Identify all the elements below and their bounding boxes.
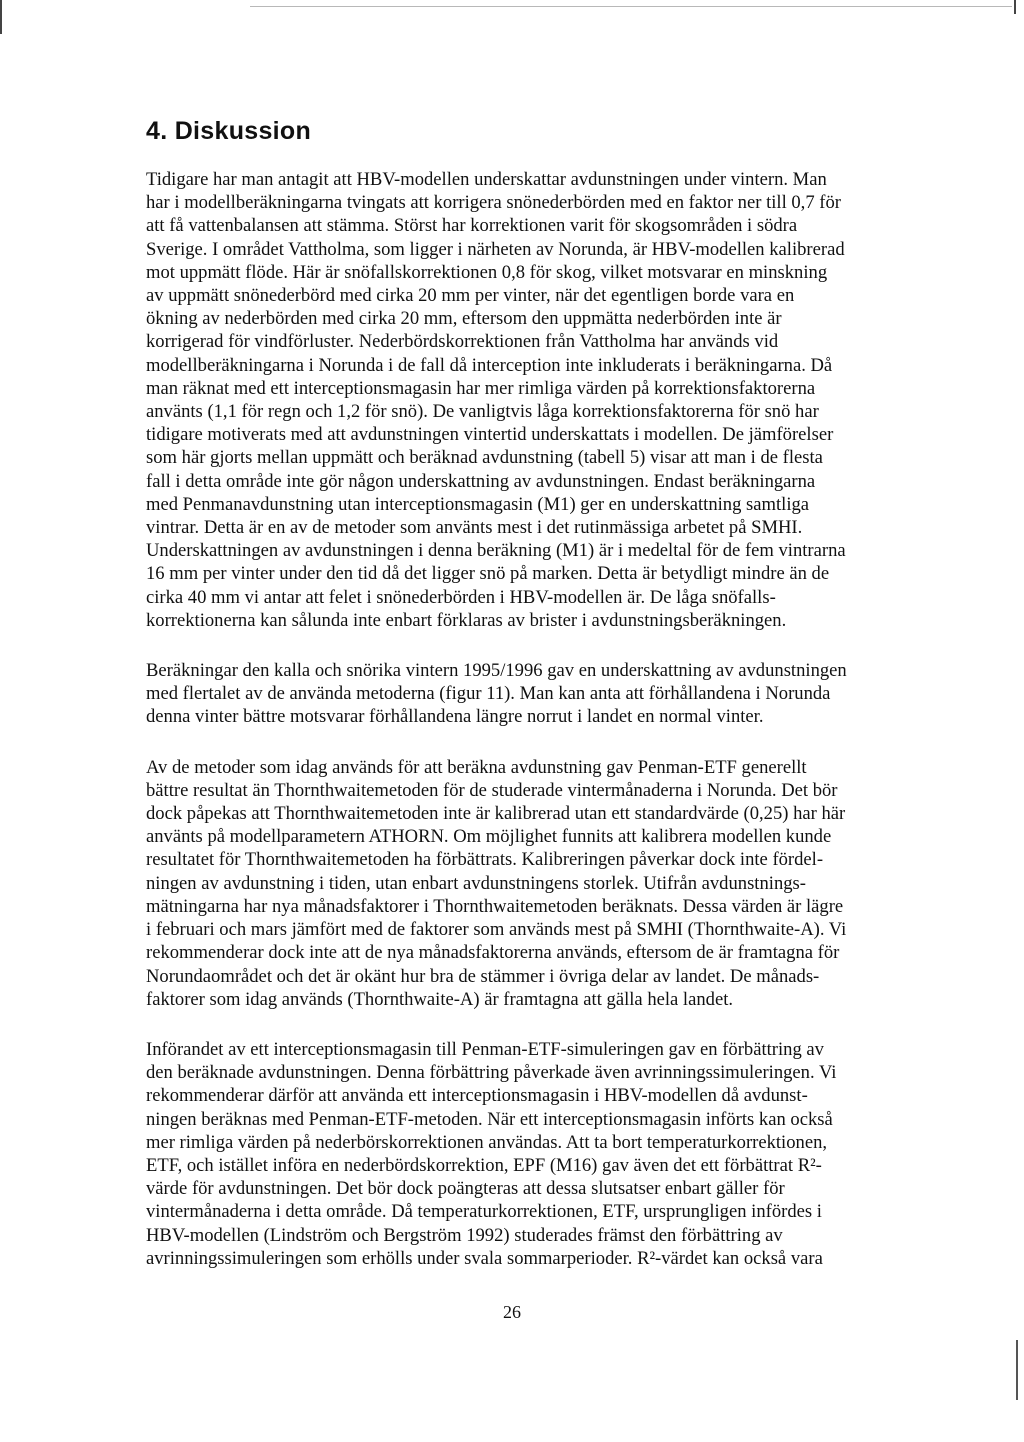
scan-edge-mark-bottom-right — [1016, 1340, 1018, 1400]
paragraph: Tidigare har man antagit att HBV-modellen underskattar avdunstningen under vintern. Man har i modellberäkningarna tvingats att korrigera snönederbörden med en faktor ner till 0,7 för att få vattenbalansen att stämma. Störst har korrektionen varit för skogsområden i södra Sverige. I området Vattholma, som ligger i närheten av Norunda, är HBV-modellen kalibrerad mot uppmätt flöde. Här är snöfallskorrektionen 0,8 för skog, vilket motsvarar en minskning av uppmätt snönederbörd med cirka 20 mm per vinter, när det egentligen borde vara en ökning av nederbörden med cirka 20 mm, eftersom den uppmätta nederbörden inte är korrigerad för vindförluster. Nederbördskorrektionen från Vattholma har används vid modellberäkningarna i Norunda i de fall då interception inte inkluderats i beräkningarna. Då man räknat med ett interceptionsmagasin har mer rimliga värden på korrektionsfaktorerna använts (1,1 för regn och 1,2 för snö). De vanligtvis låga korrektionsfaktorerna för snö har tidigare motiverats med att avdunstningen vintertid underskattats i modellen. De jämförelser som här gjorts mellan uppmätt och beräknad avdunstning (tabell 5) visar att man i de flesta fall i detta område inte gör någon underskattning av avdunstningen. Endast beräkningarna med Penmanavdunstning utan interceptionsmagasin (M1) ger en underskattning samtliga vintrar. Detta är en av de metoder som använts mest i det rutinmässiga arbetet på SMHI. Underskattningen av avdunstningen i denna beräkning (M1) är i medeltal för de fem vintrarna 16 mm per vinter under den tid då det ligger snö på marken. Detta är betydligt mindre än de cirka 40 mm vi antar att felet i snönederbörden i HBV-modellen är. De låga snöfalls- korrektionerna kan sålunda inte enbart förklaras av brister i avdunstningsberäkningen. — [146, 169, 846, 631]
page-number: 26 — [503, 1302, 521, 1322]
paragraph: Av de metoder som idag används för att beräkna avdunstning gav Penman-ETF generellt bättre resultat än Thornthwaitemetoden för de studerade vintermånaderna i Norunda. Det bör dock påpekas att Thornthwaitemetoden inte är kalibrerad utan ett standardvärde (0,25) har här använts på modellparametern ATHORN. Om möjlighet funnits att kalibrera modellen kunde resultatet för Thornthwaitemetoden ha förbättrats. Kalibreringen påverkar dock inte fördel- ningen av avdunstning i tiden, utan enbart avdunstningens storlek. Utifrån avdunstnings- mätningarna har nya månadsfaktorer i Thornthwaitemetoden beräknats. Dessa värden är lägre i februari och mars jämfört med de faktorer som används mest på SMHI (Thornthwaite-A). Vi rekommenderar dock inte att de nya månadsfaktorerna används, eftersom de är framtagna för Norundaområdet och det är okänt hur bra de stämmer i övriga delar av landet. De månads- faktorer som idag används (Thornthwaite-A) är framtagna att gälla hela landet. — [146, 756, 847, 1010]
scan-edge-mark-right — [1014, 0, 1016, 14]
paragraph: Införandet av ett interceptionsmagasin till Penman-ETF-simuleringen gav en förbättring av den beräknade avdunstningen. Denna förbättring påverkade även avrinningssimuleringen. Vi rekommenderar därför att använda ett interceptionsmagasin i HBV-modellen då avdunst- ningen beräknas med Penman-ETF-metoden. När ett interceptionsmagasin införts kan också mer rimliga värden på nederbörskorrektionen användas. Att ta bort temperaturkorrektionen, ETF, och istället införa en nederbördskorrektion, EPF (M16) gav även det ett förbättrat R²- värde för avdunstningen. Det bör dock poängteras att dessa slutsatser enbart gäller för vintermånaderna i detta område. Då temperaturkorrektionen, ETF, ursprungligen infördes i HBV-modellen (Lindström och Bergström 1992) studerades främst den förbättring av avrinningssimuleringen som erhölls under svala sommarperioder. R²-värdet kan också vara — [146, 1038, 837, 1269]
paragraph: Beräkningar den kalla och snörika vintern 1995/1996 gav en underskattning av avdunstningen med flertalet av de använda metoderna (figur 11). Man kan anta att förhållandena i Norunda denna vinter bättre motsvarar förhållandena längre norrut i landet en normal vinter. — [146, 660, 847, 728]
scan-edge-mark-left — [0, 0, 2, 34]
section-body — [146, 168, 926, 1297]
section-heading: 4. Diskussion — [146, 117, 312, 145]
scan-border-line — [250, 6, 1012, 7]
